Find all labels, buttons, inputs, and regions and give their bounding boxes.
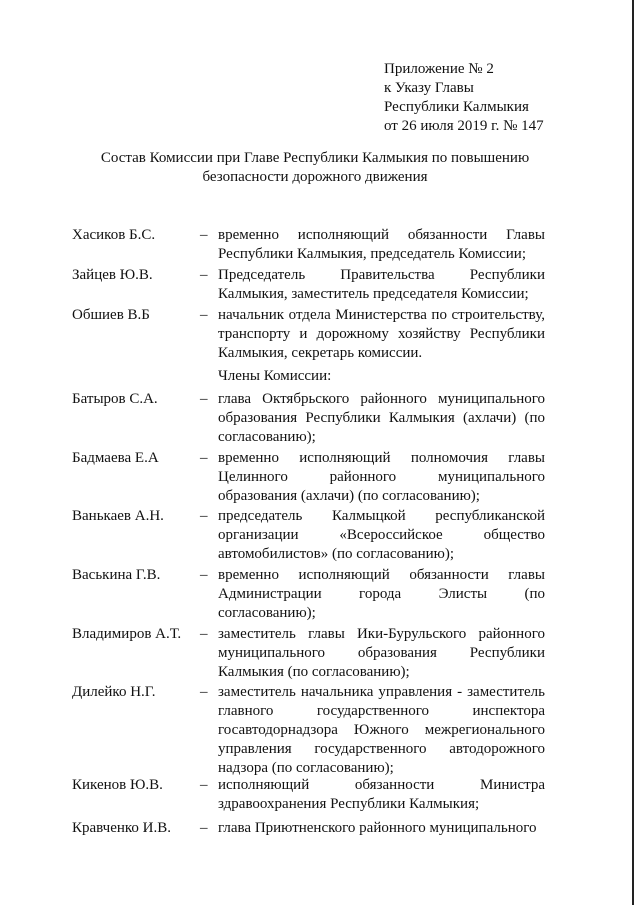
member-position: заместитель главы Ики-Бурульского районного муниципального образования Республики Калмыкия (по согласованию); xyxy=(218,626,545,680)
annex-line-3: Республики Калмыкия xyxy=(384,99,529,115)
member-name: Ванькаев А.Н. xyxy=(72,508,164,524)
dash-separator: – xyxy=(200,267,208,283)
dash-separator: – xyxy=(200,450,208,466)
member-name: Кравченко И.В. xyxy=(72,820,172,836)
document-title: Состав Комиссии при Главе Республики Калмыкия по повышению безопасности дорожного движения xyxy=(100,150,530,185)
member-name: Зайцев Ю.В. xyxy=(72,267,153,283)
dash-separator: – xyxy=(200,684,208,700)
member-name: Бадмаева Е.А xyxy=(72,450,159,466)
member-name: Владимиров А.Т. xyxy=(72,626,182,642)
member-name: Васькина Г.В. xyxy=(72,567,161,583)
dash-separator: – xyxy=(200,227,208,243)
member-position: временно исполняющий полномочия главы Целинного районного муниципального образования (ахлачи) (по согласованию); xyxy=(218,450,545,504)
member-position: председатель Калмыцкой республиканской организации «Всероссийское общество автомобилистов» (по согласованию); xyxy=(218,508,545,562)
dash-separator: – xyxy=(200,567,208,583)
member-name: Хасиков Б.С. xyxy=(72,227,156,243)
annex-line-2: к Указу Главы xyxy=(384,80,474,96)
annex-line-4: от 26 июля 2019 г. № 147 xyxy=(384,118,544,134)
member-name: Батыров С.А. xyxy=(72,391,158,407)
annex-line-1: Приложение № 2 xyxy=(384,61,494,77)
dash-separator: – xyxy=(200,777,208,793)
member-position: исполняющий обязанности Министра здравоохранения Республики Калмыкия; xyxy=(218,777,545,812)
member-position: глава Приютненского районного муниципального xyxy=(218,820,537,836)
member-name: Обшиев В.Б xyxy=(72,307,150,323)
member-position: Председатель Правительства Республики Калмыкия, заместитель председателя Комиссии; xyxy=(218,267,545,302)
member-position: заместитель начальника управления - заместитель главного государственного инспектора госавтодорнадзора Южного межрегионального управления государственного автодорожного надзора (по согласованию); xyxy=(218,684,545,776)
member-position: временно исполняющий обязанности главы Администрации города Элисты (по согласованию); xyxy=(218,567,545,621)
member-position: временно исполняющий обязанности Главы Республики Калмыкия, председатель Комиссии; xyxy=(218,227,545,262)
dash-separator: – xyxy=(200,508,208,524)
members-heading: Члены Комиссии: xyxy=(218,368,332,384)
dash-separator: – xyxy=(200,820,208,836)
dash-separator: – xyxy=(200,391,208,407)
page-edge-line xyxy=(632,0,634,905)
annex-header xyxy=(384,60,544,136)
dash-separator: – xyxy=(200,626,208,642)
dash-separator: – xyxy=(200,307,208,323)
member-name: Дилейко Н.Г. xyxy=(72,684,156,700)
member-position: начальник отдела Министерства по строительству, транспорту и дорожному хозяйству Республики Калмыкия, секретарь комиссии. xyxy=(218,307,545,361)
member-position: глава Октябрьского районного муниципального образования Республики Калмыкия (ахлачи) (по согласованию); xyxy=(218,391,545,445)
member-name: Кикенов Ю.В. xyxy=(72,777,163,793)
